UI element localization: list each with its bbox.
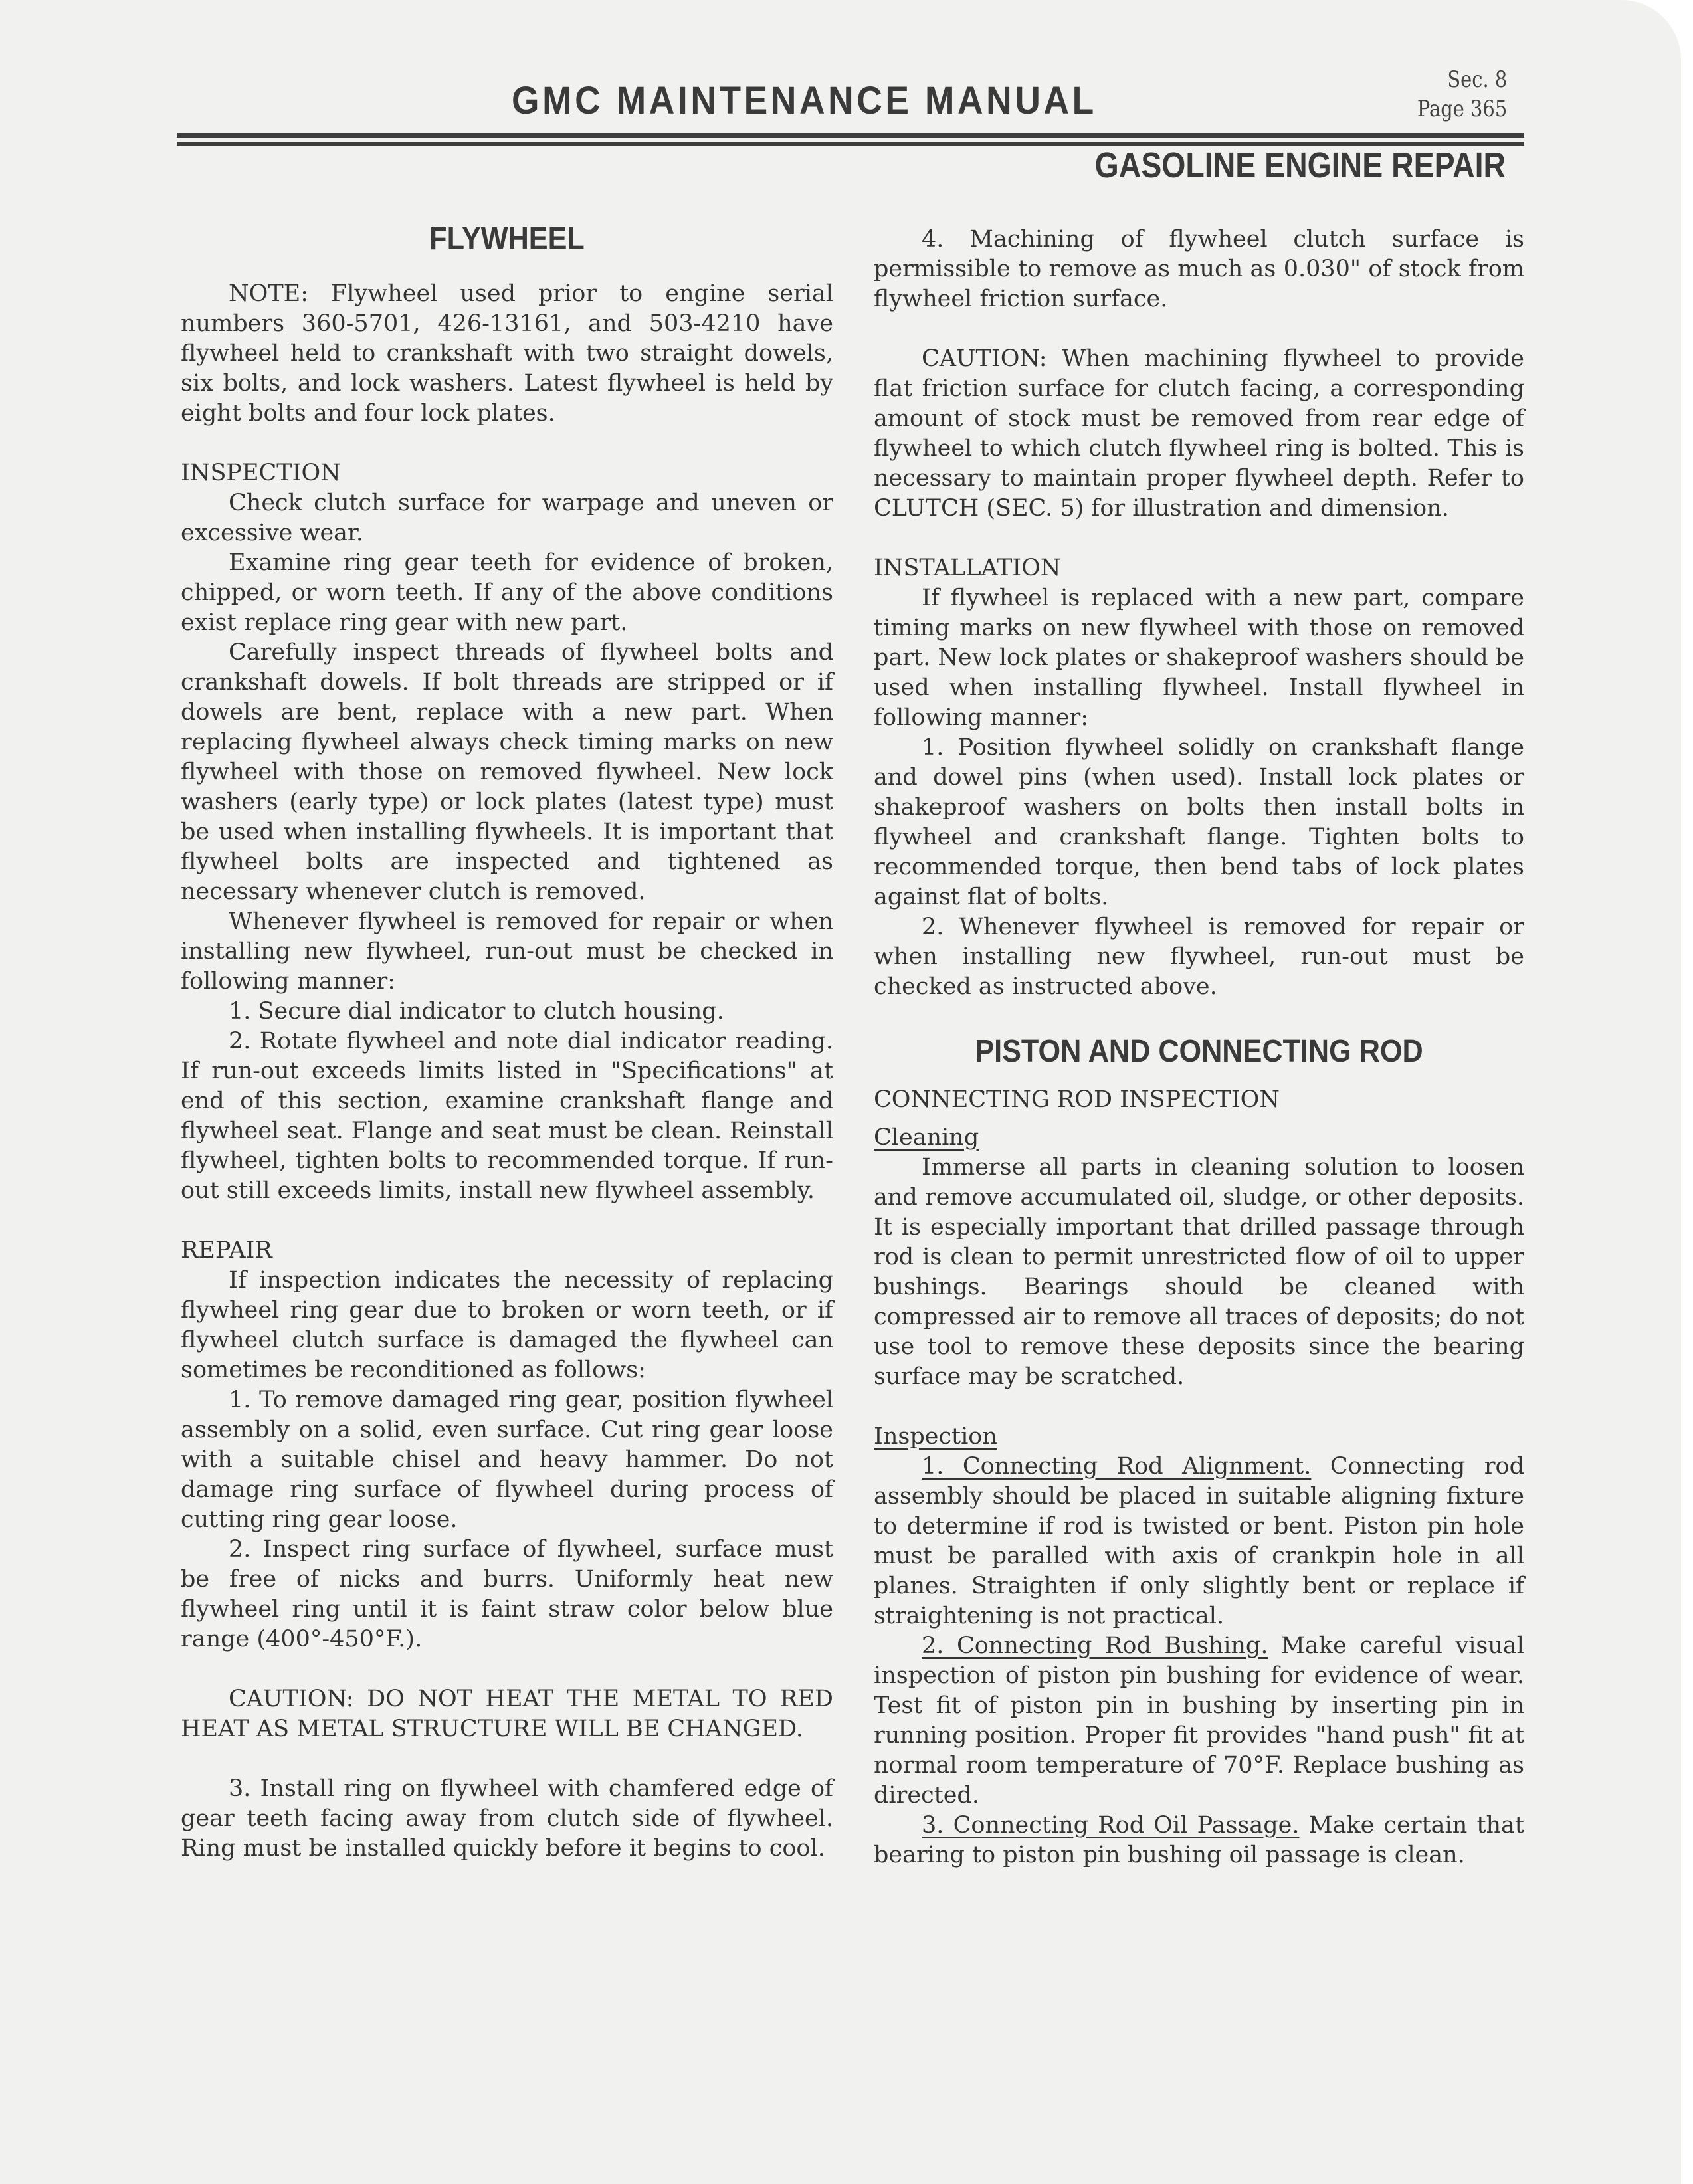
subheading-repair: REPAIR	[181, 1237, 272, 1264]
chapter-title: GASOLINE ENGINE REPAIR	[1094, 146, 1506, 185]
item-title: 3. Connecting Rod Oil Passage.	[922, 1812, 1300, 1838]
list-item	[874, 1452, 1524, 1631]
section-heading-flywheel: FLYWHEEL	[429, 221, 585, 256]
section-heading-piston: PISTON AND CONNECTING ROD	[975, 1034, 1423, 1069]
paragraph: Check clutch surface for warpage and uneven or excessive wear.	[181, 490, 833, 546]
list-item: 3. Install ring on flywheel with chamfered edge of gear teeth facing away from clutch side of flywheel. Ring must be installed quickly before it begins to cool.	[181, 1775, 833, 1862]
subheading-rod-inspection: CONNECTING ROD INSPECTION	[874, 1086, 1280, 1113]
subheading-cleaning: Cleaning	[874, 1124, 979, 1151]
paragraph: If flywheel is replaced with a new part, compare timing marks on new flywheel with those on removed part. New lock plates or shakeproof washers should be used when installing flywheel. Install flywheel in following manner:	[874, 585, 1524, 731]
list-item: 1. Position flywheel solidly on crankshaft flange and dowel pins (when used). Install lock plates or shakeproof washers on bolts then install bolts in flywheel and crankshaft flange. Tighten bolts to recommended torque, then bend tabs of lock plates against flat of bolts.	[874, 734, 1524, 910]
list-item: 2. Inspect ring surface of flywheel, surface must be free of nicks and burrs. Uniformly heat new flywheel ring until it is faint straw color below blue range (400°-450°F.).	[181, 1536, 833, 1652]
list-item: 1. To remove damaged ring gear, position flywheel assembly on a solid, even surface. Cut ring gear loose with a suitable chisel and heavy hammer. Do not damage ring surface of flywheel during process of cutting ring gear loose.	[181, 1387, 833, 1533]
section-number: Sec. 8	[1447, 66, 1507, 93]
section-page-label	[1417, 65, 1507, 124]
item-text: Connecting rod assembly should be placed in suitable aligning fixture to determine if rod is twisted or bent. Piston pin hole must be paralled with axis of crankpin hole in all planes. Straighten if only slightly bent or replace if straightening is not practical.	[874, 1453, 1525, 1629]
header-rule-top	[177, 133, 1524, 138]
subheading-installation: INSTALLATION	[874, 555, 1061, 581]
right-column	[874, 225, 1524, 1870]
subheading-inspection: Inspection	[874, 1423, 997, 1450]
subheading-inspection: INSPECTION	[181, 460, 341, 486]
item-title: 1. Connecting Rod Alignment.	[922, 1453, 1312, 1480]
caution-paragraph: CAUTION: DO NOT HEAT THE METAL TO RED HEAT AS METAL STRUCTURE WILL BE CHANGED.	[181, 1686, 833, 1742]
paragraph: Carefully inspect threads of flywheel bolts and crankshaft dowels. If bolt threads are stripped or if dowels are bent, replace with a new part. When replacing flywheel always check timing marks on new flywheel with those on removed flywheel. New lock washers (early type) or lock plates (latest type) must be used when installing flywheels. It is important that flywheel bolts are inspected and tightened as necessary whenever clutch is removed.	[181, 639, 833, 905]
list-item: 2. Whenever flywheel is removed for repair or when installing new flywheel, run-out must be checked as instructed above.	[874, 914, 1524, 1000]
item-text: Make certain that bearing to piston pin bushing oil passage is clean.	[874, 1812, 1524, 1868]
note-paragraph: NOTE: Flywheel used prior to engine serial numbers 360-5701, 426-13161, and 503-4210 have flywheel held to crankshaft with two straight dowels, six bolts, and lock washers. Latest flywheel is held by eight bolts and four lock plates.	[181, 280, 833, 427]
list-item: 2. Rotate flywheel and note dial indicator reading. If run-out exceeds limits listed in "Specifications" at end of this section, examine crankshaft flange and flywheel seat. Flange and seat must be clean. Reinstall flywheel, tighten bolts to recommended torque. If run-out still exceeds limits, install new flywheel assembly.	[181, 1028, 833, 1204]
list-item: 4. Machining of flywheel clutch surface is permissible to remove as much as 0.030" of stock from flywheel friction surface.	[874, 226, 1524, 312]
item-text: Make careful visual inspection of piston pin bushing for evidence of wear. Test fit of piston pin in bushing by inserting pin in running position. Proper fit provides "hand push" fit at normal room temperature of 70°F. Replace bushing as directed.	[874, 1633, 1524, 1809]
manual-title: GMC MAINTENANCE MANUAL	[512, 79, 1097, 122]
paragraph: Immerse all parts in cleaning solution to loosen and remove accumulated oil, sludge, or other deposits. It is especially important that drilled passage through rod is clean to permit unrestricted flow of oil to upper bushings. Bearings should be cleaned with compressed air to remove all traces of deposits; do not use tool to remove these deposits since the bearing surface may be scratched.	[874, 1154, 1524, 1390]
paragraph: If inspection indicates the necessity of replacing flywheel ring gear due to broken or worn teeth, or if flywheel clutch surface is damaged the flywheel can sometimes be reconditioned as follows:	[181, 1267, 833, 1383]
left-column	[181, 219, 833, 1864]
list-item	[874, 1811, 1524, 1870]
list-item	[874, 1631, 1524, 1811]
page-number: Page 365	[1417, 96, 1507, 122]
caution-paragraph: CAUTION: When machining flywheel to provide flat friction surface for clutch facing, a corresponding amount of stock must be removed from rear edge of flywheel to which clutch flywheel ring is bolted. This is necessary to maintain proper flywheel depth. Refer to CLUTCH (SEC. 5) for illustration and dimension.	[874, 346, 1524, 522]
paragraph: Whenever flywheel is removed for repair or when installing new flywheel, run-out must be checked in following manner:	[181, 908, 833, 995]
list-item: 1. Secure dial indicator to clutch housing.	[229, 998, 724, 1025]
paragraph: Examine ring gear teeth for evidence of broken, chipped, or worn teeth. If any of the above conditions exist replace ring gear with new part.	[181, 549, 833, 636]
item-title: 2. Connecting Rod Bushing.	[922, 1633, 1268, 1659]
